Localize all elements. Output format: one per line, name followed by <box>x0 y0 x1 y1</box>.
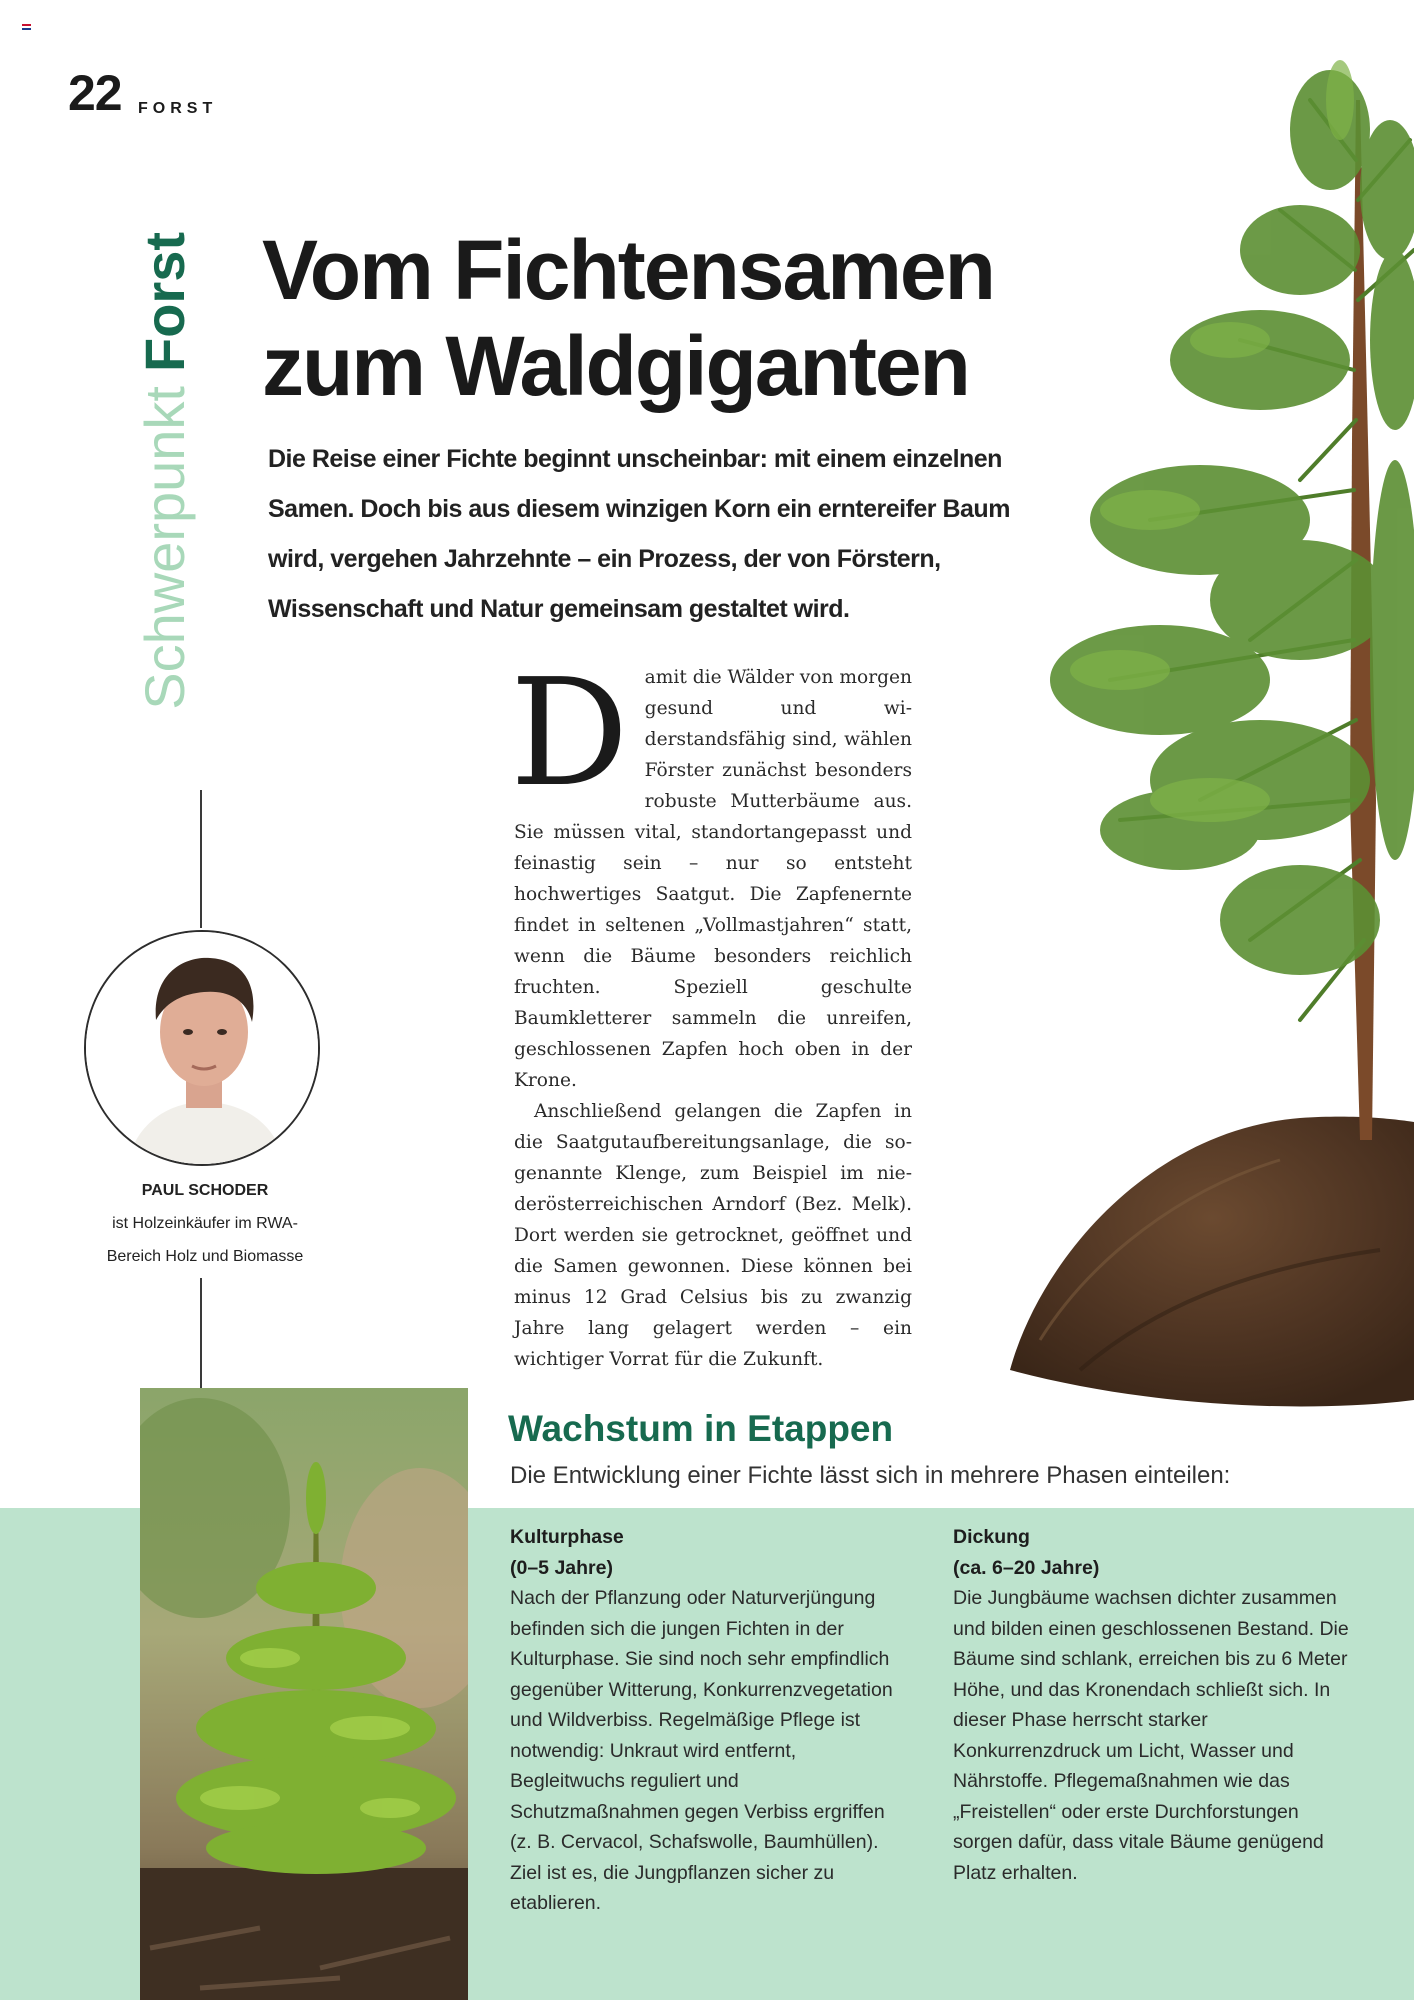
spruce-tree-illustration <box>1000 40 1414 1420</box>
avatar <box>86 932 320 1166</box>
rubric <box>130 232 200 772</box>
section-intro: Die Entwicklung einer Fichte lässt sich in mehrere Phasen einteilen: <box>510 1462 1231 1489</box>
author-caption <box>80 1174 330 1273</box>
rubric-part2: Forst <box>133 232 196 372</box>
phase-name: Dickung <box>953 1526 1030 1548</box>
section-label: FORST <box>138 100 218 117</box>
sapling-photo <box>140 1388 468 2000</box>
phase-years: (ca. 6–20 Jahre) <box>953 1556 1100 1579</box>
author-role-line1: ist Holzeinkäufer im RWA- <box>112 1215 298 1232</box>
phase-column <box>953 1522 1353 1888</box>
divider-line <box>200 790 202 928</box>
flag-icon <box>22 24 31 30</box>
phase-name: Kulturphase <box>510 1526 624 1548</box>
title-line-2: zum Waldgiganten <box>262 319 969 413</box>
page-number: 22 <box>68 65 122 121</box>
article-body <box>510 647 912 1375</box>
title-line-1: Vom Fichtensamen <box>262 223 994 317</box>
section-heading: Wachstum in Etappen <box>508 1408 894 1449</box>
body-paragraph-2: Anschließend gelangen die Zapfen in die Saatgutaufbereitungsanlage, die sogenannte Klenge, zum Beispiel im niederösterreichischen Arndorf (Bez. Melk). Dort werden sie getrocknet, geöffnet und die Samen gewonnen. Diese können bei minus 12 Grad Celsius bis zu zwanzig Jahre lang gelagert werden – ein wichtiger Vorrat für die Zukunft. <box>514 1101 912 1370</box>
author-role-line2: Bereich Holz und Biomasse <box>106 1248 304 1265</box>
drop-cap: D <box>510 647 629 819</box>
divider-line <box>200 1278 202 1388</box>
phase-text: Die Jungbäume wachsen dichter zusammen und bilden einen geschlossenen Bestand. Die Bäume sind schlank, erreichen bis zu 6 Meter Höhe, und das Kronendach schließt sich. In dieser Phase herrscht starker Konkurrenzdruck um Licht, Wasser und Nährstoffe. Pflegemaßnahmen wie das „Freistellen“ oder erste Durchforstungen sorgen dafür, dass vitale Bäume genügend Platz erhalten. <box>953 1587 1349 1884</box>
article-lead: Die Reise einer Fichte beginnt unscheinbar: mit einem einzelnen Samen. Doch bis aus diesem winzigen Korn ein erntereifer Baum wird, vergehen Jahrzehnte – ein Prozess, der von Förstern, Wissenschaft und Natur gemeinsam gestaltet wird. <box>268 445 1010 623</box>
phase-column <box>510 1522 910 1919</box>
rubric-part1: Schwerpunkt <box>133 386 196 710</box>
phase-text: Nach der Pflanzung oder Naturverjüngung befinden sich die jungen Fichten in der Kulturphase. Sie sind noch sehr empfindlich gegenüber Witterung, Konkurrenzvegetation und Wildverbiss. Regelmäßige Pflege ist notwendig: Unkraut wird entfernt, Begleitwuchs reguliert und Schutzmaßnahmen gegen Verbiss ergriffen (z. B. Cervacol, Schafswolle, Baumhüllen). Ziel ist es, die Jungpflanzen sicher zu etablieren. <box>510 1587 893 1914</box>
body-paragraph-1: amit die Wälder von morgen gesund und widerstandsfähig sind, wählen Förster zunächst besonders robuste Mutterbäume aus. Sie müssen vital, standortangepasst und feinastig sein – nur so entsteht hochwertiges Saatgut. Die Zapfenernte findet in seltenen „Vollmastjahren“ statt, wenn die Bäume besonders reichlich fruchten. Speziell geschulte Baumkletterer sammeln die unreifen, geschlossenen Zapfen hoch oben in der Krone. <box>514 667 912 1091</box>
author-photo <box>84 930 320 1166</box>
phase-years: (0–5 Jahre) <box>510 1556 613 1579</box>
author-name: PAUL SCHODER <box>141 1182 269 1199</box>
article-title <box>262 222 1102 414</box>
